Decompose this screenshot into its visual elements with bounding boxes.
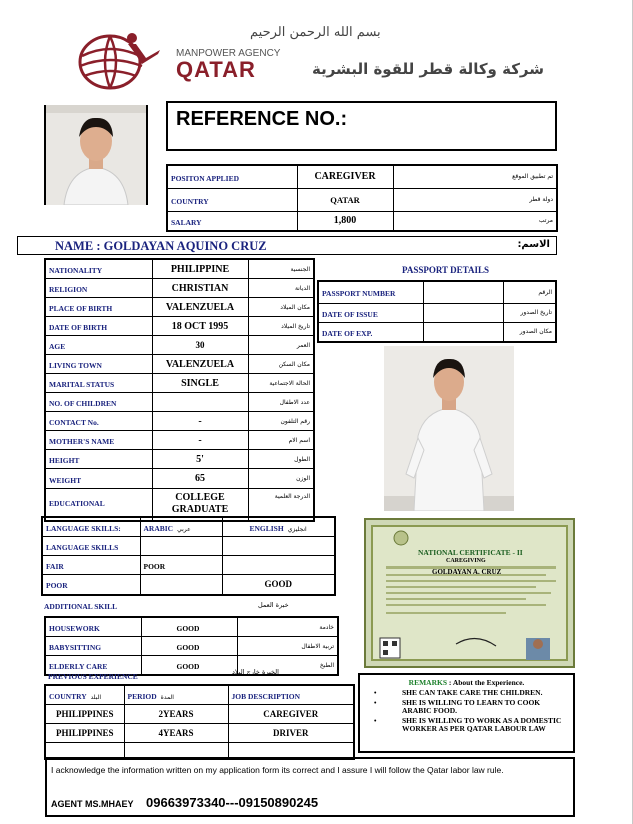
certificate-title: NATIONAL CERTIFICATE - II [418,548,523,557]
salary-label-ar: مرتب [393,211,557,231]
remarks-title: REMARKS [408,678,448,687]
exp-country-header: COUNTRY [49,692,87,701]
date-of-issue-label-ar: تاريخ الصدور [503,303,556,322]
additional-skill-title: ADDITIONAL SKILL [44,602,118,611]
country-label: COUNTRY [171,196,209,206]
basmala-calligraphy: بسم الله الرحمن الرحيم [250,25,381,40]
country-value: QATAR [297,188,393,211]
previous-experience-title-ar: الخبرة خارج البلاد [232,668,279,676]
marital-status-label-ar: الحالة الاجتماعية [248,374,314,393]
exp-row-2-country: PHILIPPINES [45,724,124,743]
position-value: CAREGIVER [297,165,393,188]
weight-label: WEIGHT [49,475,82,485]
place-of-birth-value: VALENZUELA [152,298,248,317]
education-value: COLLEGE GRADUATE [152,489,248,521]
babysitting-label-ar: تربية الاطفال [237,637,338,656]
age-value: 30 [152,336,248,355]
date-of-exp-label: DATE OF EXP. [322,328,373,338]
exp-row-2-job: DRIVER [228,724,354,743]
children-value [152,393,248,412]
weight-label-ar: الوزن [248,469,314,489]
applicant-name: NAME : GOLDAYAN AQUINO CRUZ [55,239,267,253]
language-skills-label: LANGUAGE SKILLS: [46,524,121,533]
exp-row-1-country: PHILIPPINES [45,705,124,724]
elderly-care-label-ar: الطبخ [237,656,338,676]
date-of-birth-label: DATE OF BIRTH [49,323,108,332]
age-label-ar: العمر [248,336,314,355]
age-label: AGE [49,342,66,351]
nationality-label: NATIONALITY [49,266,103,275]
applicant-photo-full [384,346,514,511]
mother-name-label-ar: اسم الام [248,431,314,450]
religion-label-ar: الديانة [248,279,314,298]
mother-name-label: MOTHER'S NAME [49,437,115,446]
remark-item: • SHE IS WILLING TO WORK AS A DOMESTIC WORKER AS PER QATAR LABOUR LAW [364,717,569,733]
date-of-issue-value [423,303,503,322]
language-skills-table [41,516,336,596]
contact-value: - [152,412,248,431]
housework-label: HOUSEWORK [49,624,100,633]
certificate-holder: GOLDAYAN A. CRUZ [432,568,502,576]
exp-row-1-job: CAREGIVER [228,705,354,724]
poor-label: POOR [46,581,68,591]
weight-value: 65 [152,469,248,489]
children-label: NO. OF CHILDREN [49,399,117,408]
housework-value: GOOD [176,624,200,633]
nationality-value: PHILIPPINE [152,259,248,279]
height-label-ar: الطول [248,450,314,469]
living-town-label: LIVING TOWN [49,361,102,370]
living-town-label-ar: مكان السكن [248,355,314,374]
date-of-exp-label-ar: مكان الصدور [503,322,556,342]
additional-skill-title-ar: خبرة العمل [258,601,289,609]
passport-table [317,280,557,343]
passport-number-label-ar: الرقم [503,281,556,303]
contact-label-ar: رقم التلفون [248,412,314,431]
name-bar [17,236,557,255]
remarks-subtitle: : About the Experience. [448,678,525,687]
agent-phone: 09663973340---09150890245 [146,795,319,810]
passport-number-label: PASSPORT NUMBER [322,289,396,299]
additional-skill-table [44,616,339,676]
exp-row-1-period: 2YEARS [124,705,228,724]
salary-label: SALARY [171,217,202,227]
remark-item: • SHE CAN TAKE CARE THE CHILDREN. [364,689,569,697]
exp-period-header: PERIOD [127,692,157,701]
fair-value: POOR [143,562,166,571]
date-of-issue-label: DATE OF ISSUE [322,309,378,319]
place-of-birth-label: PLACE OF BIRTH [49,304,113,313]
remarks-box [358,673,575,753]
religion-label: RELIGION [49,285,88,294]
agency-subtitle: MANPOWER AGENCY [176,48,281,59]
arabic-label-ar: عربي [177,526,191,533]
certificate-field: CAREGIVING [446,558,486,564]
housework-label-ar: خادمة [237,617,338,637]
exp-country-header-ar: البلد [90,694,102,701]
position-table [166,164,558,232]
exp-job-header: JOB DESCRIPTION [231,692,301,701]
exp-row-2-period: 4YEARS [124,724,228,743]
date-of-birth-value: 18 OCT 1995 [152,317,248,336]
elderly-care-value: GOOD [176,662,200,671]
position-label: POSITON APPLIED [171,173,240,183]
reference-number-box: REFERENCE NO.: [166,101,557,151]
acknowledgement-text: I acknowledge the information written on my application form its correct and I assure I will follow the Qatar labor law rule. [51,765,504,775]
agency-name: QATAR [176,57,256,82]
living-town-value: VALENZUELA [152,355,248,374]
elderly-care-label: ELDERLY CARE [49,662,108,671]
passport-number-value [423,281,503,303]
place-of-birth-label-ar: مكان الميلاد [248,298,314,317]
babysitting-value: GOOD [176,643,200,652]
passport-details-title: PASSPORT DETAILS [402,265,489,275]
experience-table [44,684,355,760]
education-label: EDUCATIONAL [49,499,105,508]
applicant-photo-small [44,105,148,205]
language-skills-row-label: LANGUAGE SKILLS [46,543,119,552]
arabic-label: ARABIC [143,524,174,533]
national-certificate-image [364,518,575,668]
religion-value: CHRISTIAN [152,279,248,298]
marital-status-label: MARITAL STATUS [49,380,115,389]
marital-status-value: SINGLE [152,374,248,393]
agency-name-arabic: شركة وكالة قطر للقوة البشرية [312,60,544,78]
fair-label: FAIR [46,562,64,571]
exp-period-header-ar: المدة [160,694,174,701]
english-label: ENGLISH [249,524,284,533]
agent-label: AGENT MS.MHAEY [51,799,134,809]
date-of-birth-label-ar: تاريخ الميلاد [248,317,314,336]
salary-value: 1,800 [297,211,393,231]
nationality-label-ar: الجنسية [248,259,314,279]
height-value: 5' [152,450,248,469]
children-label-ar: عدد الاطفال [248,393,314,412]
personal-details-table [44,258,315,522]
applicant-name-label-ar: الاسم: [517,239,550,250]
remark-item: • SHE IS WILLING TO LEARN TO COOK ARABIC FOOD. [364,699,569,715]
globe-logo-icon [70,28,162,90]
babysitting-label: BABYSITTING [49,643,102,652]
acknowledgement-box [45,757,575,817]
contact-label: CONTACT No. [49,418,99,427]
position-label-ar: تم تطبيق الموقع [393,165,557,188]
education-label-ar: الدرجة العلمية [248,489,314,521]
remarks-list [364,689,569,733]
date-of-exp-value [423,322,503,342]
mother-name-value: - [152,431,248,450]
poor-value: GOOD [222,575,335,595]
height-label: HEIGHT [49,456,80,465]
previous-experience-title: PREVIOUS EXPERIENCE [48,672,138,681]
country-label-ar: دولة قطر [393,188,557,211]
english-label-ar: انجليزي [287,526,307,533]
